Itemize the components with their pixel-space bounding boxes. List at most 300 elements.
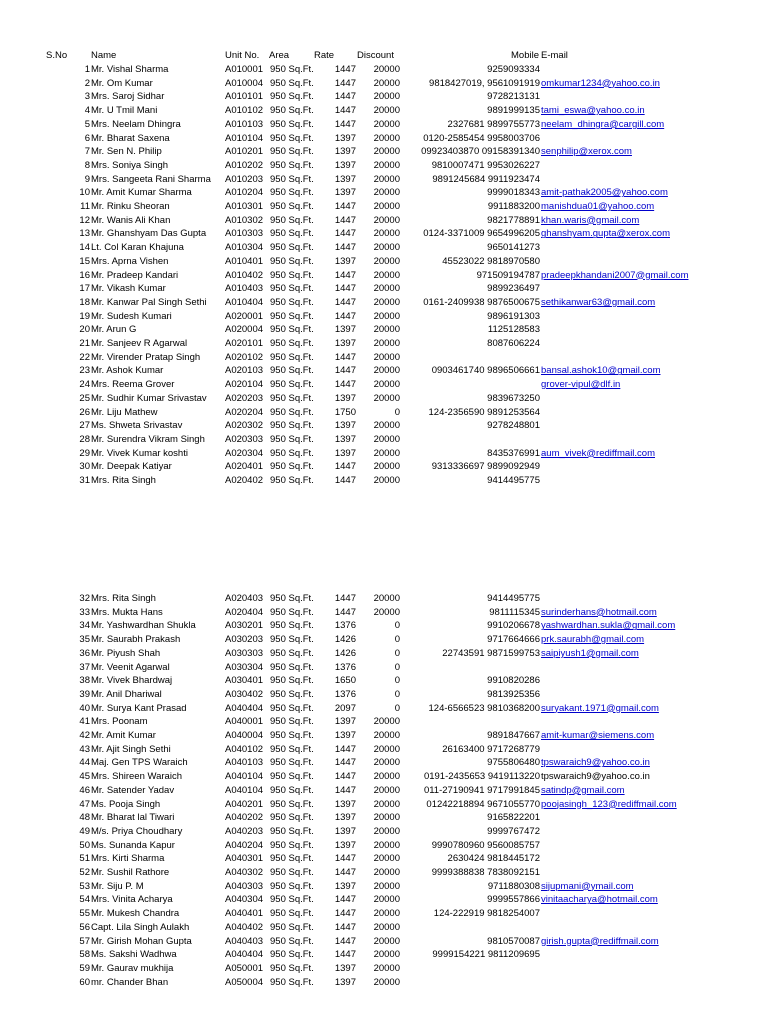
cell-name: Mr. Deepak Katiyar — [91, 461, 172, 473]
email-link[interactable]: ghanshyam.gupta@xerox.com — [541, 228, 670, 240]
table-row — [0, 729, 768, 743]
cell-discount: 20000 — [373, 894, 400, 906]
cell-name: Mrs. Poonam — [91, 716, 148, 728]
cell-sno: 14 — [79, 242, 90, 254]
cell-sno: 54 — [79, 894, 90, 906]
cell-rate: 1447 — [334, 908, 356, 920]
table-row — [0, 921, 768, 935]
cell-discount: 20000 — [373, 187, 400, 199]
cell-rate: 1397 — [334, 447, 356, 459]
cell-name: Mr. Bharat Saxena — [91, 132, 170, 144]
cell-area: 950 Sq.Ft. — [270, 730, 314, 741]
email-link[interactable]: yashwardhan.sukla@gmail.com — [541, 620, 676, 632]
cell-unit: A010103 — [225, 118, 264, 130]
email-link[interactable]: suryakant.1971@gmail.com — [541, 702, 659, 714]
cell-unit: A040001 — [225, 716, 264, 728]
cell-sno: 8 — [84, 159, 90, 171]
cell-rate: 1397 — [334, 392, 356, 404]
cell-sno: 28 — [79, 433, 90, 445]
table-row — [0, 406, 768, 420]
cell-discount: 20000 — [373, 201, 400, 212]
cell-unit: A040201 — [225, 798, 264, 810]
cell-rate: 1447 — [334, 771, 356, 783]
cell-sno: 12 — [79, 214, 90, 226]
cell-discount: 20000 — [373, 132, 400, 144]
cell-sno: 7 — [84, 146, 90, 158]
cell-unit: A010301 — [225, 201, 264, 212]
cell-area: 950 Sq.Ft. — [270, 338, 314, 349]
cell-unit: A040301 — [225, 853, 264, 865]
cell-name: Mr. Amit Kumar — [91, 730, 156, 741]
cell-discount: 20000 — [373, 173, 400, 185]
cell-name: Mr. Ashok Kumar — [91, 365, 164, 377]
cell-sno: 45 — [79, 771, 90, 783]
cell-discount: 20000 — [373, 962, 400, 974]
cell-sno: 31 — [79, 475, 90, 486]
cell-discount: 20000 — [373, 593, 400, 604]
cell-name: Mrs. Soniya Singh — [91, 159, 169, 171]
email-link[interactable]: vinitaacharya@hotmail.com — [541, 894, 658, 906]
cell-sno: 17 — [79, 283, 90, 295]
cell-area: 950 Sq.Ft. — [270, 91, 314, 103]
table-row — [0, 674, 768, 688]
cell-discount: 20000 — [373, 935, 400, 947]
cell-unit: A010004 — [225, 77, 264, 89]
table-row — [0, 825, 768, 839]
cell-rate: 1397 — [334, 798, 356, 810]
cell-discount: 20000 — [373, 867, 400, 878]
cell-area: 950 Sq.Ft. — [270, 825, 314, 837]
cell-name: Ms. Pooja Singh — [91, 798, 161, 810]
cell-name: Mr. Virender Pratap Singh — [91, 351, 201, 363]
cell-discount: 20000 — [373, 159, 400, 171]
cell-discount: 20000 — [373, 77, 400, 89]
cell-rate: 1397 — [334, 255, 356, 267]
cell-rate: 1447 — [334, 784, 356, 796]
email-link[interactable]: poojasingh_123@rediffmail.com — [541, 798, 677, 810]
cell-name: Mr. Mukesh Chandra — [91, 908, 180, 920]
cell-area: 950 Sq.Ft. — [270, 269, 314, 281]
cell-name: Mr. Liju Mathew — [91, 406, 158, 418]
cell-area: 950 Sq.Ft. — [270, 228, 314, 240]
cell-sno: 11 — [80, 201, 90, 212]
cell-name: Mrs. Neelam Dhingra — [91, 118, 181, 130]
header-mobile: Mobile — [511, 50, 539, 61]
table-row — [0, 811, 768, 825]
cell-unit: A040404 — [225, 702, 264, 714]
cell-rate: 1447 — [334, 894, 356, 906]
cell-rate: 1447 — [334, 91, 356, 103]
email-link[interactable]: surinderhans@hotmail.com — [541, 606, 657, 618]
cell-mobile: 9896191303 — [487, 310, 540, 322]
cell-name: Mr. Vivek Bhardwaj — [91, 675, 173, 687]
cell-area: 950 Sq.Ft. — [270, 743, 314, 755]
cell-discount: 20000 — [373, 475, 400, 486]
cell-discount: 0 — [394, 675, 400, 687]
cell-name: Mrs. Rita Singh — [91, 475, 156, 486]
cell-unit: A040303 — [225, 880, 264, 892]
cell-area: 950 Sq.Ft. — [270, 798, 314, 810]
cell-name: Mr. Satender Yadav — [91, 784, 175, 796]
cell-name: Mr. Sudhir Kumar Srivastav — [91, 392, 207, 404]
cell-unit: A040102 — [225, 743, 264, 755]
cell-rate: 1447 — [334, 201, 356, 212]
cell-name: Mr. Vishal Sharma — [91, 64, 169, 75]
cell-discount: 20000 — [373, 784, 400, 796]
cell-unit: A030201 — [225, 620, 264, 632]
cell-unit: A010202 — [225, 159, 264, 171]
email-link[interactable]: omkumar1234@yahoo.co.in — [541, 77, 660, 89]
cell-name: Mr. Sudesh Kumari — [91, 310, 172, 322]
cell-area: 950 Sq.Ft. — [270, 757, 314, 769]
table-row — [0, 633, 768, 647]
cell-mobile: 9728213131 — [487, 91, 540, 103]
table-row — [0, 132, 768, 146]
cell-name: Mr. Pradeep Kandari — [91, 269, 179, 281]
cell-mobile: 9278248801 — [487, 420, 540, 432]
table-row — [0, 351, 768, 365]
table-row — [0, 145, 768, 159]
cell-unit: A020101 — [225, 338, 264, 349]
cell-area: 950 Sq.Ft. — [270, 606, 314, 618]
cell-unit: A020302 — [225, 420, 264, 432]
cell-unit: A020104 — [225, 379, 264, 391]
cell-unit: A020402 — [225, 475, 264, 486]
table-row — [0, 866, 768, 880]
cell-name: Mrs. Saroj Sidhar — [91, 91, 165, 103]
cell-name: Mr. Rinku Sheoran — [91, 201, 170, 212]
cell-mobile: 9990780960 9560085757 — [431, 839, 540, 851]
cell-sno: 6 — [84, 132, 90, 144]
cell-name: Mr. Ajit Singh Sethi — [91, 743, 171, 755]
table-row — [0, 419, 768, 433]
cell-name: Mrs. Kirti Sharma — [91, 853, 165, 865]
cell-area: 950 Sq.Ft. — [270, 310, 314, 322]
cell-area: 950 Sq.Ft. — [270, 675, 314, 687]
table-row — [0, 241, 768, 255]
cell-discount: 20000 — [373, 392, 400, 404]
cell-area: 950 Sq.Ft. — [270, 392, 314, 404]
table-row — [0, 364, 768, 378]
table-row — [0, 715, 768, 729]
cell-rate: 1447 — [334, 935, 356, 947]
email-link[interactable]: saipiyush1@gmail.com — [541, 647, 639, 659]
cell-rate: 1426 — [334, 634, 356, 646]
email-link[interactable]: tami_eswa@yahoo.co.in — [541, 105, 645, 117]
table-row — [0, 852, 768, 866]
cell-rate: 1447 — [334, 949, 356, 961]
cell-sno: 36 — [79, 647, 90, 659]
cell-unit: A030401 — [225, 675, 264, 687]
cell-unit: A040202 — [225, 812, 264, 824]
cell-mobile: 2630424 9818445172 — [447, 853, 540, 865]
cell-rate: 1447 — [334, 867, 356, 878]
cell-name: Mr. Yashwardhan Shukla — [91, 620, 196, 632]
cell-discount: 20000 — [373, 908, 400, 920]
cell-area: 950 Sq.Ft. — [270, 159, 314, 171]
cell-discount: 0 — [394, 702, 400, 714]
email-link[interactable]: senphilip@xerox.com — [541, 146, 632, 158]
cell-sno: 47 — [79, 798, 90, 810]
table-row — [0, 200, 768, 214]
cell-area: 950 Sq.Ft. — [270, 187, 314, 199]
email-link[interactable]: prk.saurabh@gmail.com — [541, 634, 645, 646]
cell-mobile: 9911883200 — [487, 201, 540, 212]
table-row — [0, 661, 768, 675]
cell-mobile: 45523022 9818970580 — [442, 255, 540, 267]
table-row — [0, 743, 768, 757]
cell-unit: A050004 — [225, 976, 264, 988]
cell-mobile: 9891847667 — [487, 730, 540, 741]
cell-name: Mr. Amit Kumar Sharma — [91, 187, 192, 199]
email-link[interactable]: grover-vipul@dlf.in — [541, 379, 621, 391]
cell-discount: 0 — [394, 647, 400, 659]
cell-unit: A010403 — [225, 283, 264, 295]
cell-sno: 1 — [84, 64, 90, 75]
cell-rate: 1447 — [334, 351, 356, 363]
table-row — [0, 784, 768, 798]
cell-mobile: 8435376991 — [487, 447, 540, 459]
cell-discount: 20000 — [373, 379, 400, 391]
cell-unit: A030304 — [225, 661, 264, 673]
cell-rate: 1447 — [334, 118, 356, 130]
cell-unit: A040104 — [225, 771, 264, 783]
cell-sno: 13 — [79, 228, 90, 240]
cell-unit: A040402 — [225, 921, 264, 933]
cell-sno: 30 — [79, 461, 90, 473]
cell-discount: 20000 — [373, 64, 400, 75]
cell-sno: 37 — [79, 661, 90, 673]
cell-unit: A020204 — [225, 406, 264, 418]
cell-name: Mrs. Reema Grover — [91, 379, 175, 391]
cell-area: 950 Sq.Ft. — [270, 771, 314, 783]
cell-name: Mrs. Sangeeta Rani Sharma — [91, 173, 211, 185]
cell-sno: 20 — [79, 324, 90, 336]
table-row — [0, 447, 768, 461]
cell-discount: 20000 — [373, 976, 400, 988]
table-row — [0, 282, 768, 296]
cell-name: Maj. Gen TPS Waraich — [91, 757, 188, 769]
cell-unit: A020102 — [225, 351, 264, 363]
cell-email: tpswaraich9@yahoo.co.in — [541, 771, 650, 783]
cell-name: Mr. Vikash Kumar — [91, 283, 166, 295]
cell-area: 950 Sq.Ft. — [270, 379, 314, 391]
table-row — [0, 104, 768, 118]
cell-rate: 1447 — [334, 461, 356, 473]
cell-area: 950 Sq.Ft. — [270, 201, 314, 212]
cell-sno: 25 — [79, 392, 90, 404]
cell-name: Ms. Sakshi Wadhwa — [91, 949, 177, 961]
cell-discount: 20000 — [373, 338, 400, 349]
table-row — [0, 976, 768, 990]
cell-discount: 20000 — [373, 283, 400, 295]
cell-sno: 32 — [79, 593, 90, 604]
cell-discount: 20000 — [373, 839, 400, 851]
cell-discount: 0 — [394, 634, 400, 646]
cell-sno: 34 — [79, 620, 90, 632]
cell-area: 950 Sq.Ft. — [270, 255, 314, 267]
cell-area: 950 Sq.Ft. — [270, 908, 314, 920]
email-link[interactable]: satindp@gmail.com — [541, 784, 625, 796]
cell-rate: 1397 — [334, 976, 356, 988]
email-link[interactable]: amit-pathak2005@yahoo.com — [541, 187, 668, 199]
cell-unit: A010101 — [225, 91, 264, 103]
email-link[interactable]: bansal.ashok10@gmail.com — [541, 365, 661, 377]
cell-rate: 1447 — [334, 105, 356, 117]
cell-mobile: 9650141273 — [487, 242, 540, 254]
email-link[interactable]: tpswaraich9@yahoo.co.in — [541, 757, 650, 769]
cell-mobile: 9891245684 9911923474 — [432, 173, 540, 185]
cell-sno: 18 — [79, 296, 90, 308]
cell-area: 950 Sq.Ft. — [270, 77, 314, 89]
cell-area: 950 Sq.Ft. — [270, 620, 314, 632]
cell-unit: A010102 — [225, 105, 264, 117]
table-row — [0, 647, 768, 661]
cell-area: 950 Sq.Ft. — [270, 867, 314, 878]
cell-area: 950 Sq.Ft. — [270, 962, 314, 974]
cell-mobile: 26163400 9717268779 — [442, 743, 540, 755]
cell-mobile: 124-6566523 9810368200 — [428, 702, 540, 714]
cell-unit: A040304 — [225, 894, 264, 906]
cell-rate: 1376 — [334, 661, 356, 673]
cell-discount: 20000 — [373, 324, 400, 336]
cell-unit: A010303 — [225, 228, 264, 240]
cell-mobile: 9999018343 — [487, 187, 540, 199]
cell-discount: 20000 — [373, 606, 400, 618]
cell-rate: 1447 — [334, 606, 356, 618]
cell-area: 950 Sq.Ft. — [270, 880, 314, 892]
cell-mobile: 0903461740 9896506661 — [431, 365, 540, 377]
cell-rate: 1447 — [334, 228, 356, 240]
cell-discount: 20000 — [373, 716, 400, 728]
table-row — [0, 756, 768, 770]
email-link[interactable]: manishdua01@yahoo.com — [541, 201, 655, 212]
cell-sno: 44 — [79, 757, 90, 769]
cell-rate: 1447 — [334, 64, 356, 75]
cell-mobile: 9839673250 — [487, 392, 540, 404]
cell-sno: 3 — [84, 91, 90, 103]
cell-rate: 1397 — [334, 880, 356, 892]
cell-sno: 58 — [79, 949, 90, 961]
cell-unit: A030303 — [225, 647, 264, 659]
cell-area: 950 Sq.Ft. — [270, 921, 314, 933]
cell-mobile: 09923403870 09158391340 — [421, 146, 540, 158]
cell-name: Mr. Om Kumar — [91, 77, 153, 89]
table-row — [0, 173, 768, 187]
cell-unit: A040403 — [225, 935, 264, 947]
table-row — [0, 839, 768, 853]
email-link[interactable]: aum_vivek@rediffmail.com — [541, 447, 656, 459]
cell-sno: 51 — [79, 853, 90, 865]
cell-discount: 20000 — [373, 214, 400, 226]
cell-area: 950 Sq.Ft. — [270, 839, 314, 851]
cell-mobile: 9810007471 9953026227 — [431, 159, 540, 171]
header-rate: Rate — [314, 50, 335, 61]
cell-unit: A010203 — [225, 173, 264, 185]
cell-mobile: 9414495775 — [487, 475, 540, 486]
email-link[interactable]: sijupmani@ymail.com — [541, 880, 634, 892]
cell-discount: 20000 — [373, 420, 400, 432]
cell-discount: 20000 — [373, 812, 400, 824]
email-link[interactable]: amit-kumar@siemens.com — [541, 730, 655, 741]
cell-unit: A010204 — [225, 187, 264, 199]
cell-unit: A010404 — [225, 296, 264, 308]
cell-discount: 20000 — [373, 730, 400, 741]
cell-unit: A050001 — [225, 962, 264, 974]
cell-rate: 1447 — [334, 593, 356, 604]
cell-name: Mr. Bharat lal Tiwari — [91, 812, 175, 824]
cell-mobile: 0120-2585454 9958003706 — [423, 132, 540, 144]
cell-mobile: 9821778891 — [487, 214, 540, 226]
cell-name: Capt. Lila Singh Aulakh — [91, 921, 190, 933]
cell-name: Mr. Anil Dhariwal — [91, 688, 162, 700]
cell-rate: 1447 — [334, 365, 356, 377]
cell-area: 950 Sq.Ft. — [270, 365, 314, 377]
cell-area: 950 Sq.Ft. — [270, 784, 314, 796]
cell-area: 950 Sq.Ft. — [270, 688, 314, 700]
table-row — [0, 118, 768, 132]
cell-discount: 20000 — [373, 228, 400, 240]
email-link[interactable]: pradeepkhandani2007@gmail.com — [541, 269, 689, 281]
cell-area: 950 Sq.Ft. — [270, 935, 314, 947]
email-link[interactable]: girish.gupta@rediffmail.com — [541, 935, 659, 947]
cell-unit: A010304 — [225, 242, 264, 254]
table-row — [0, 63, 768, 77]
cell-mobile: 9818427019, 9561091919 — [429, 77, 540, 89]
cell-rate: 1397 — [334, 716, 356, 728]
cell-rate: 1376 — [334, 688, 356, 700]
cell-area: 950 Sq.Ft. — [270, 593, 314, 604]
cell-name: Mr. Piyush Shah — [91, 647, 161, 659]
table-row — [0, 688, 768, 702]
cell-rate: 1397 — [334, 187, 356, 199]
cell-unit: A010001 — [225, 64, 264, 75]
cell-sno: 46 — [79, 784, 90, 796]
cell-rate: 1447 — [334, 921, 356, 933]
table-row — [0, 269, 768, 283]
cell-sno: 59 — [79, 962, 90, 974]
cell-sno: 35 — [79, 634, 90, 646]
cell-mobile: 9891999135 — [487, 105, 540, 117]
email-link[interactable]: khan.waris@gmail.com — [541, 214, 640, 226]
cell-name: Mrs. Rita Singh — [91, 593, 156, 604]
cell-mobile: 0124-3371009 9654996205 — [423, 228, 540, 240]
cell-sno: 57 — [79, 935, 90, 947]
cell-discount: 20000 — [373, 146, 400, 158]
cell-area: 950 Sq.Ft. — [270, 173, 314, 185]
table-row — [0, 186, 768, 200]
cell-unit: A020403 — [225, 593, 264, 604]
table-row — [0, 460, 768, 474]
cell-area: 950 Sq.Ft. — [270, 433, 314, 445]
email-link[interactable]: neelam_dhingra@cargill.com — [541, 118, 665, 130]
cell-name: Mr. Sushil Rathore — [91, 867, 170, 878]
cell-rate: 1447 — [334, 296, 356, 308]
cell-name: Mr. Sanjeev R Agarwal — [91, 338, 188, 349]
table-row — [0, 159, 768, 173]
cell-mobile: 9899236497 — [487, 283, 540, 295]
cell-mobile: 9999557866 — [487, 894, 540, 906]
cell-discount: 20000 — [373, 242, 400, 254]
cell-rate: 1397 — [334, 839, 356, 851]
cell-rate: 1447 — [334, 475, 356, 486]
cell-unit: A040203 — [225, 825, 264, 837]
email-link[interactable]: sethikanwar63@gmail.com — [541, 296, 656, 308]
cell-discount: 20000 — [373, 757, 400, 769]
table-row — [0, 392, 768, 406]
table-row — [0, 907, 768, 921]
cell-rate: 1397 — [334, 338, 356, 349]
